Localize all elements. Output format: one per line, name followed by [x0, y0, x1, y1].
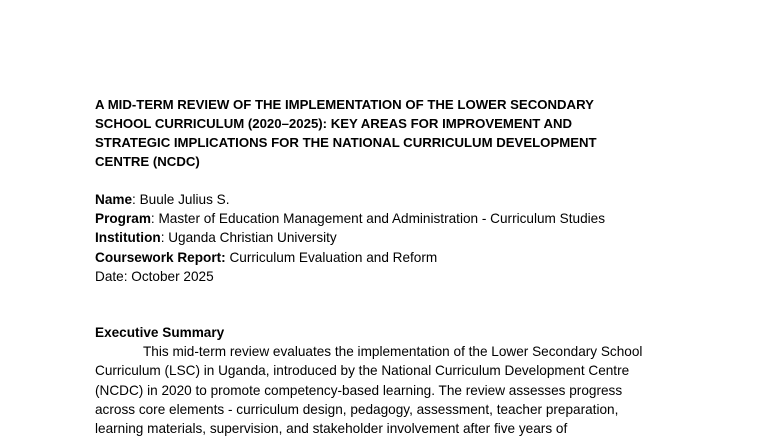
summary-line: This mid-term review evaluates the implementation of the Lower Secondary School [143, 344, 643, 360]
summary-line: across core elements - curriculum design, pedagogy, assessment, teacher preparation, [95, 401, 619, 417]
title-line: STRATEGIC IMPLICATIONS FOR THE NATIONAL CURRICULUM DEVELOPMENT [95, 135, 597, 150]
executive-summary-heading: Executive Summary [95, 325, 225, 340]
institution-value: : Uganda Christian University [160, 230, 337, 246]
summary-line: Curriculum (LSC) in Uganda, introduced by the National Curriculum Development Centre [95, 363, 630, 379]
summary-line: (NCDC) in 2020 to promote competency-based learning. The review assesses progress [95, 382, 623, 398]
title-line: SCHOOL CURRICULUM (2020–2025): KEY AREAS FOR IMPROVEMENT AND [95, 116, 573, 131]
author-details [95, 190, 695, 286]
institution-line [95, 228, 695, 247]
name-label: Name [95, 192, 133, 207]
coursework-value: Curriculum Evaluation and Reform [225, 249, 438, 265]
program-line [95, 209, 695, 228]
coursework-line [95, 248, 695, 267]
title-line: A MID-TERM REVIEW OF THE IMPLEMENTATION OF THE LOWER SECONDARY [95, 97, 594, 112]
document-header [95, 95, 695, 286]
program-value: : Master of Education Management and Administration - Curriculum Studies [150, 211, 606, 227]
program-label: Program [95, 211, 151, 227]
summary-line: learning materials, supervision, and stakeholder involvement after five years of [95, 421, 568, 437]
title-line: CENTRE (NCDC) [95, 154, 200, 169]
name-line [95, 190, 695, 209]
name-value: : Buule Julius S. [132, 192, 230, 207]
coursework-label: Coursework Report: [95, 249, 226, 265]
executive-summary-section [95, 323, 695, 438]
date-line: Date: October 2025 [95, 268, 214, 284]
document-title [95, 95, 695, 171]
institution-label: Institution [95, 230, 161, 246]
